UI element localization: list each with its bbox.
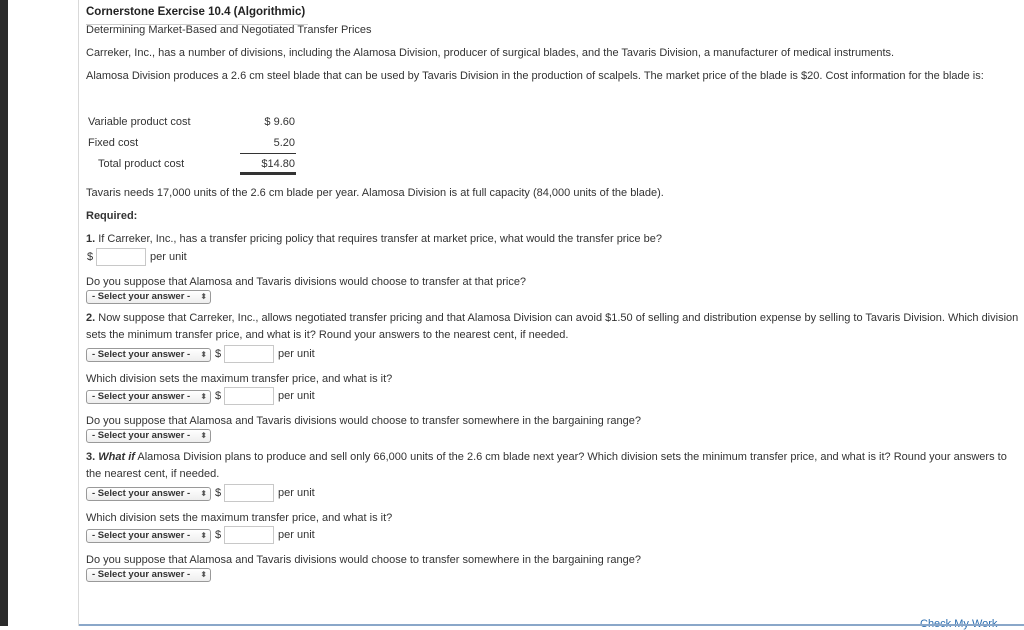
question-number: 3. — [86, 451, 96, 463]
currency-symbol: $ — [215, 529, 222, 541]
q3-range-select[interactable] — [86, 568, 211, 582]
required-heading: Required: — [86, 210, 138, 222]
chevron-updown-icon: ⬍ — [200, 292, 207, 301]
unit-label: per unit — [278, 529, 315, 541]
content-left-border — [78, 0, 79, 626]
q3-range-question: Do you suppose that Alamosa and Tavaris divisions would choose to transfer somewhere in the bargaining range? — [86, 554, 642, 566]
intro-paragraph-2: Alamosa Division produces a 2.6 cm steel blade that can be used by Tavaris Division in the production of scalpels. The market price of the blade is $20. Cost information for the blade is: — [86, 70, 984, 82]
currency-symbol: $ — [215, 390, 222, 402]
select-value: - Select your answer - — [92, 391, 191, 402]
q3-max-question: Which division sets the maximum transfer price, and what is it? — [86, 512, 393, 524]
chevron-updown-icon: ⬍ — [200, 392, 207, 401]
chevron-updown-icon: ⬍ — [200, 350, 207, 359]
q2-max-question: Which division sets the maximum transfer price, and what is it? — [86, 373, 393, 385]
left-edge-bar — [0, 0, 8, 626]
question-number: 1. — [86, 233, 96, 245]
question-text: Now suppose that Carreker, Inc., allows negotiated transfer pricing and that Alamosa Division can avoid $1.50 of selling and distribution expense by selling to Tavaris Division. Which division sets the minimum transfer price, and what is it? Round your answers to the nearest cent, if needed. — [86, 312, 1019, 341]
intro-paragraph-1: Carreker, Inc., has a number of divisions, including the Alamosa Division, producer of surgical blades, and the Tavaris Division, a manufacturer of medical instruments. — [86, 47, 895, 59]
chevron-updown-icon: ⬍ — [200, 431, 207, 440]
currency-symbol: $ — [87, 251, 94, 263]
unit-label: per unit — [278, 348, 315, 360]
question-2 — [86, 310, 1020, 344]
select-value: - Select your answer - — [92, 569, 191, 580]
cost-row-label: Variable product cost — [88, 116, 191, 128]
total-double-rule — [240, 172, 296, 175]
question-number: 2. — [86, 312, 96, 324]
cost-row-value: $ 9.60 — [264, 116, 295, 128]
q3-min-division-select[interactable] — [86, 487, 211, 501]
q1-follow-question: Do you suppose that Alamosa and Tavaris divisions would choose to transfer at that price? — [86, 276, 527, 288]
select-value: - Select your answer - — [92, 530, 191, 541]
cost-row-total: $14.80 — [261, 158, 295, 170]
q3-min-price-input[interactable] — [224, 484, 274, 502]
exercise-subtitle: Determining Market-Based and Negotiated Transfer Prices — [86, 24, 372, 36]
q3-max-price-input[interactable] — [224, 526, 274, 544]
q1-transfer-price-input[interactable] — [96, 248, 146, 266]
q2-range-question: Do you suppose that Alamosa and Tavaris divisions would choose to transfer somewhere in the bargaining range? — [86, 415, 642, 427]
select-value: - Select your answer - — [92, 430, 191, 441]
select-value: - Select your answer - — [92, 488, 191, 499]
question-1 — [86, 231, 662, 248]
select-value: - Select your answer - — [92, 349, 191, 360]
unit-label: per unit — [278, 487, 315, 499]
question-text: Alamosa Division plans to produce and sell only 66,000 units of the 2.6 cm blade next year? Which division sets the minimum transfer price, and what is it? Round your answers to the nearest cent, if needed. — [86, 451, 1007, 480]
chevron-updown-icon: ⬍ — [200, 489, 207, 498]
currency-symbol: $ — [215, 487, 222, 499]
cost-row-value: 5.20 — [273, 137, 295, 149]
q2-range-select[interactable] — [86, 429, 211, 443]
exercise-title: Cornerstone Exercise 10.4 (Algorithmic) — [86, 6, 306, 18]
q3-max-division-select[interactable] — [86, 529, 211, 543]
subtotal-rule — [240, 153, 296, 154]
select-value: - Select your answer - — [92, 291, 191, 302]
q1-transfer-select[interactable] — [86, 290, 211, 304]
q2-max-division-select[interactable] — [86, 390, 211, 404]
context-paragraph: Tavaris needs 17,000 units of the 2.6 cm blade per year. Alamosa Division is at full capacity (84,000 units of the blade). — [86, 187, 664, 199]
currency-symbol: $ — [215, 348, 222, 360]
unit-label: per unit — [150, 251, 187, 263]
question-text: If Carreker, Inc., has a transfer pricing policy that requires transfer at market price, what would the transfer price be? — [95, 233, 662, 245]
q2-min-price-input[interactable] — [224, 345, 274, 363]
what-if-label: What if — [98, 451, 135, 463]
q2-min-division-select[interactable] — [86, 348, 211, 362]
chevron-updown-icon: ⬍ — [200, 531, 207, 540]
cost-row-label: Fixed cost — [88, 137, 139, 149]
chevron-updown-icon: ⬍ — [200, 570, 207, 579]
unit-label: per unit — [278, 390, 315, 402]
q2-max-price-input[interactable] — [224, 387, 274, 405]
question-3 — [86, 449, 1020, 483]
cost-row-label: Total product cost — [98, 158, 185, 170]
